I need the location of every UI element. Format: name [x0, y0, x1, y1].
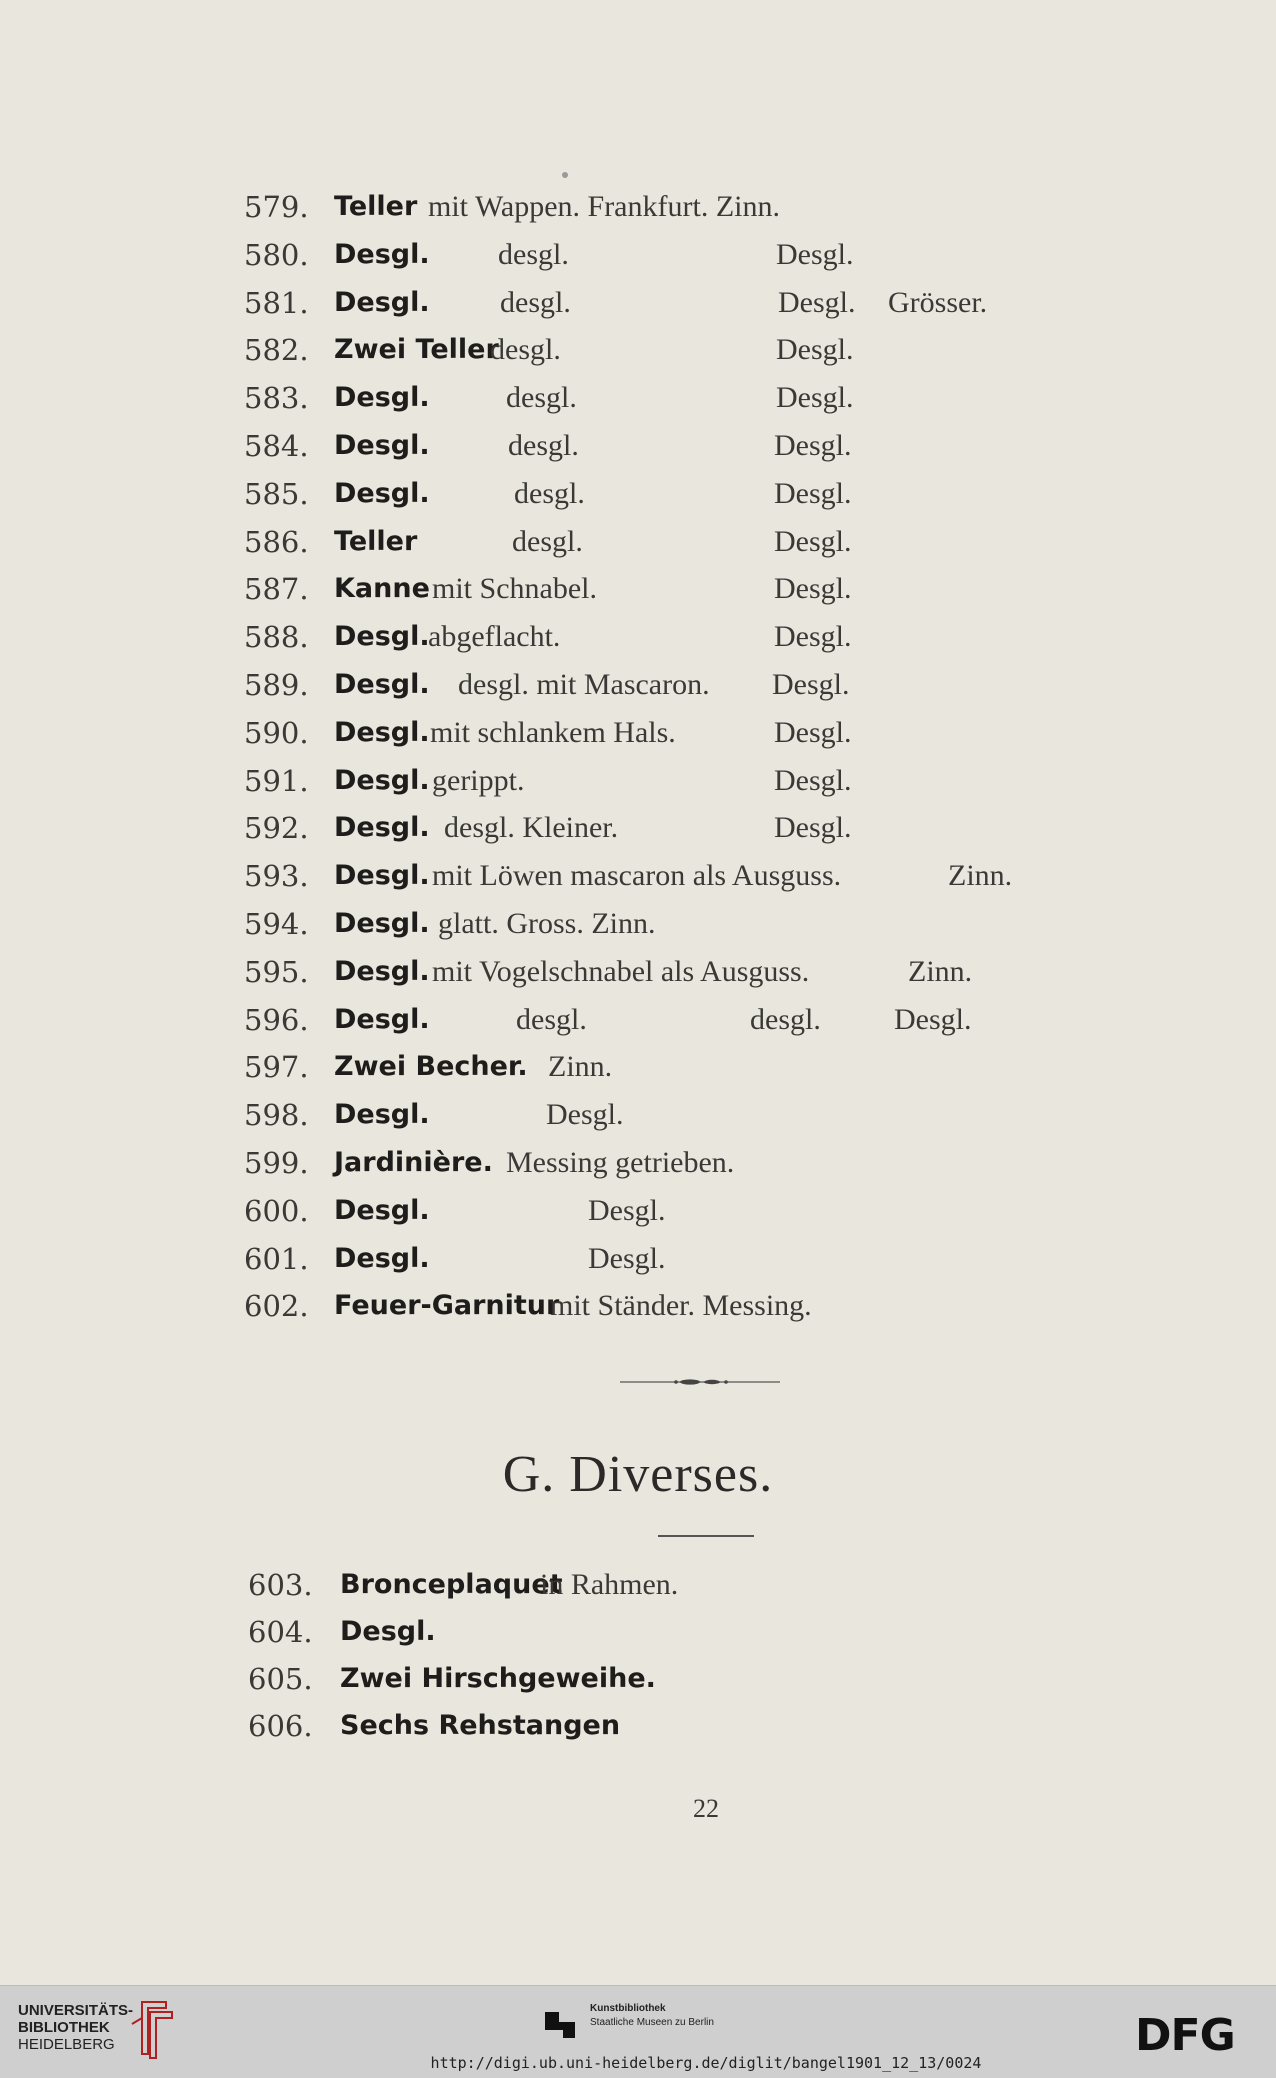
catalog-entry	[0, 1289, 1276, 1329]
entry-name: Desgl.	[334, 1099, 430, 1131]
catalog-entry	[0, 1568, 1276, 1608]
catalog-entry	[0, 1662, 1276, 1702]
entry-number: 585.	[244, 476, 309, 511]
entry-number: 601.	[244, 1241, 309, 1276]
entry-description: mit Ständer. Messing.	[550, 1289, 812, 1323]
entry-description: desgl. mit Mascaron.	[458, 668, 710, 701]
entry-description: Desgl.	[774, 620, 852, 654]
catalog-entry	[0, 859, 1276, 899]
university-library-logo[interactable]	[18, 2002, 133, 2053]
catalog-entry	[0, 620, 1276, 660]
entry-name: Desgl.	[334, 812, 430, 844]
entry-number: 583.	[244, 381, 309, 416]
library-emblem-icon	[128, 1998, 178, 2060]
entry-number: 593.	[244, 859, 309, 894]
entry-number: 600.	[244, 1193, 309, 1228]
entry-description: desgl.	[500, 285, 571, 319]
entry-number: 599.	[244, 1146, 309, 1180]
catalog-entry	[0, 907, 1276, 947]
entry-description: mit Löwen mascaron als Ausguss.	[432, 859, 842, 893]
entry-number: 605.	[248, 1662, 313, 1696]
entry-number: 591.	[244, 763, 309, 798]
entry-name: Kanne	[334, 573, 430, 605]
entry-name: Teller	[334, 525, 418, 557]
ornament-divider	[620, 1378, 780, 1386]
entry-name: Zwei Becher.	[334, 1051, 528, 1083]
entry-number: 581.	[244, 285, 309, 320]
kb-line-2: Staatliche Museen zu Berlin	[590, 2017, 714, 2028]
entry-number: 584.	[244, 429, 309, 463]
entry-number: 592.	[244, 811, 309, 846]
entry-description: Desgl.	[772, 668, 850, 701]
catalog-entry	[0, 764, 1276, 804]
entry-number: 606.	[248, 1709, 313, 1743]
entry-name: Desgl.	[334, 1003, 430, 1035]
catalog-entry	[0, 429, 1276, 469]
catalog-entry	[0, 477, 1276, 517]
entry-description: Desgl.	[588, 1241, 666, 1275]
entry-description: desgl.	[514, 476, 585, 510]
entry-description: desgl.	[490, 333, 561, 367]
entry-description: Zinn.	[908, 954, 973, 988]
entry-description: Grösser.	[888, 285, 988, 319]
entry-number: 587.	[244, 572, 309, 607]
entry-name: Desgl.	[334, 764, 430, 796]
kunstbibliothek-emblem-icon	[545, 2008, 581, 2038]
print-speck	[562, 172, 568, 178]
entry-name: Zwei Hirschgeweihe.	[340, 1663, 656, 1694]
catalog-entry	[0, 1242, 1276, 1282]
entry-description: Desgl.	[774, 572, 852, 606]
entry-description: Messing getrieben.	[506, 1146, 735, 1179]
entry-description: Desgl.	[774, 715, 852, 749]
kb-line-1: Kunstbibliothek	[590, 2003, 666, 2014]
entry-name: Desgl.	[334, 908, 430, 939]
entry-description: Desgl.	[776, 381, 854, 415]
entry-description: Desgl.	[774, 476, 852, 510]
catalog-entry	[0, 1098, 1276, 1138]
entry-number: 597.	[244, 1050, 309, 1085]
catalog-entry	[0, 1050, 1276, 1090]
entry-number: 598.	[244, 1098, 309, 1133]
entry-name: Zwei Teller	[334, 334, 499, 366]
library-line-2: BIBLIOTHEK	[18, 2019, 110, 2036]
entry-description: Zinn.	[948, 859, 1013, 893]
entry-description: Desgl.	[774, 763, 852, 797]
entry-number: 604.	[248, 1615, 313, 1649]
entry-description: Desgl.	[774, 429, 852, 462]
entry-number: 589.	[244, 668, 309, 702]
source-url[interactable]: http://digi.ub.uni-heidelberg.de/diglit/bangel1901_12_13/0024	[430, 2054, 982, 2072]
entry-description: Desgl.	[774, 524, 852, 558]
entry-name: Sechs Rehstangen	[340, 1710, 621, 1741]
entry-number: 594.	[244, 907, 309, 941]
catalog-entry	[0, 238, 1276, 278]
catalog-entry	[0, 955, 1276, 995]
entry-name: Desgl.	[334, 1194, 430, 1226]
entry-description: mit Wappen. Frankfurt. Zinn.	[428, 190, 780, 223]
dfg-logo[interactable]: DFG	[1135, 2010, 1235, 2061]
catalog-entry	[0, 668, 1276, 708]
entry-number: 603.	[248, 1568, 313, 1602]
entry-number: 595.	[244, 954, 309, 989]
entry-description: Desgl.	[546, 1098, 624, 1132]
library-line-1: UNIVERSITÄTS-	[18, 2002, 134, 2019]
entry-name: Bronceplaquet	[340, 1569, 563, 1600]
library-line-3: HEIDELBERG	[18, 2036, 115, 2053]
entry-description: mit Schnabel.	[432, 572, 597, 606]
page-number: 22	[693, 1794, 719, 1823]
catalog-entry	[0, 333, 1276, 373]
entry-description: Desgl.	[776, 333, 854, 367]
entry-description: desgl.	[512, 524, 583, 558]
catalog-entry	[0, 572, 1276, 612]
entry-description: desgl.	[506, 381, 577, 415]
entry-description: in Rahmen.	[540, 1568, 679, 1601]
entry-description: Desgl.	[776, 237, 854, 271]
entry-name: Desgl.	[334, 716, 430, 748]
entry-description: desgl.	[516, 1002, 587, 1036]
footer-bar	[0, 1985, 1276, 2078]
entry-description: mit Vogelschnabel als Ausguss.	[432, 954, 810, 988]
catalog-entry	[0, 1003, 1276, 1043]
entry-name: Teller	[334, 191, 418, 222]
entry-description: abgeflacht.	[428, 620, 561, 654]
entry-name: Feuer-Garnitur	[334, 1290, 560, 1322]
entry-name: Desgl.	[334, 860, 430, 892]
catalog-entry	[0, 811, 1276, 851]
entry-name: Desgl.	[334, 430, 430, 461]
entry-description: Desgl.	[774, 811, 852, 845]
entry-number: 590.	[244, 715, 309, 750]
catalog-entry	[0, 716, 1276, 756]
entry-number: 579.	[244, 190, 309, 224]
catalog-entry	[0, 190, 1276, 230]
entry-description: Zinn.	[548, 1050, 613, 1084]
entry-number: 602.	[244, 1289, 309, 1324]
section-title: G. Diverses.	[502, 1446, 774, 1503]
entry-name: Desgl.	[334, 621, 430, 653]
entry-description: Desgl.	[588, 1193, 666, 1227]
entry-number: 580.	[244, 237, 309, 272]
entry-number: 596.	[244, 1002, 309, 1037]
entry-number: 582.	[244, 333, 309, 368]
entry-description: desgl.	[750, 1002, 821, 1036]
entry-name: Jardinière.	[334, 1147, 493, 1178]
entry-name: Desgl.	[334, 238, 430, 270]
entry-name: Desgl.	[334, 669, 430, 700]
catalog-entry	[0, 1709, 1276, 1749]
entry-name: Desgl.	[340, 1616, 436, 1647]
entry-description: desgl.	[508, 429, 579, 462]
entry-description: desgl. Kleiner.	[444, 811, 619, 845]
entry-name: Desgl.	[334, 477, 430, 509]
entry-description: mit schlankem Hals.	[430, 715, 676, 749]
catalog-entry	[0, 381, 1276, 421]
catalog-entry	[0, 1615, 1276, 1655]
catalog-entry	[0, 286, 1276, 326]
entry-description: glatt. Gross. Zinn.	[438, 907, 656, 940]
entry-description: Desgl.	[778, 285, 856, 319]
entry-name: Desgl.	[334, 955, 430, 987]
catalog-entry	[0, 1194, 1276, 1234]
entry-name: Desgl.	[334, 286, 430, 318]
entry-name: Desgl.	[334, 382, 430, 414]
entry-number: 586.	[244, 524, 309, 559]
section-rule	[658, 1535, 754, 1537]
entry-description: Desgl.	[894, 1002, 972, 1036]
entry-description: desgl.	[498, 237, 569, 271]
entry-name: Desgl.	[334, 1242, 430, 1274]
catalog-entry	[0, 1146, 1276, 1186]
entry-number: 588.	[244, 620, 309, 655]
catalog-entry	[0, 525, 1276, 565]
entry-description: gerippt.	[432, 763, 525, 797]
